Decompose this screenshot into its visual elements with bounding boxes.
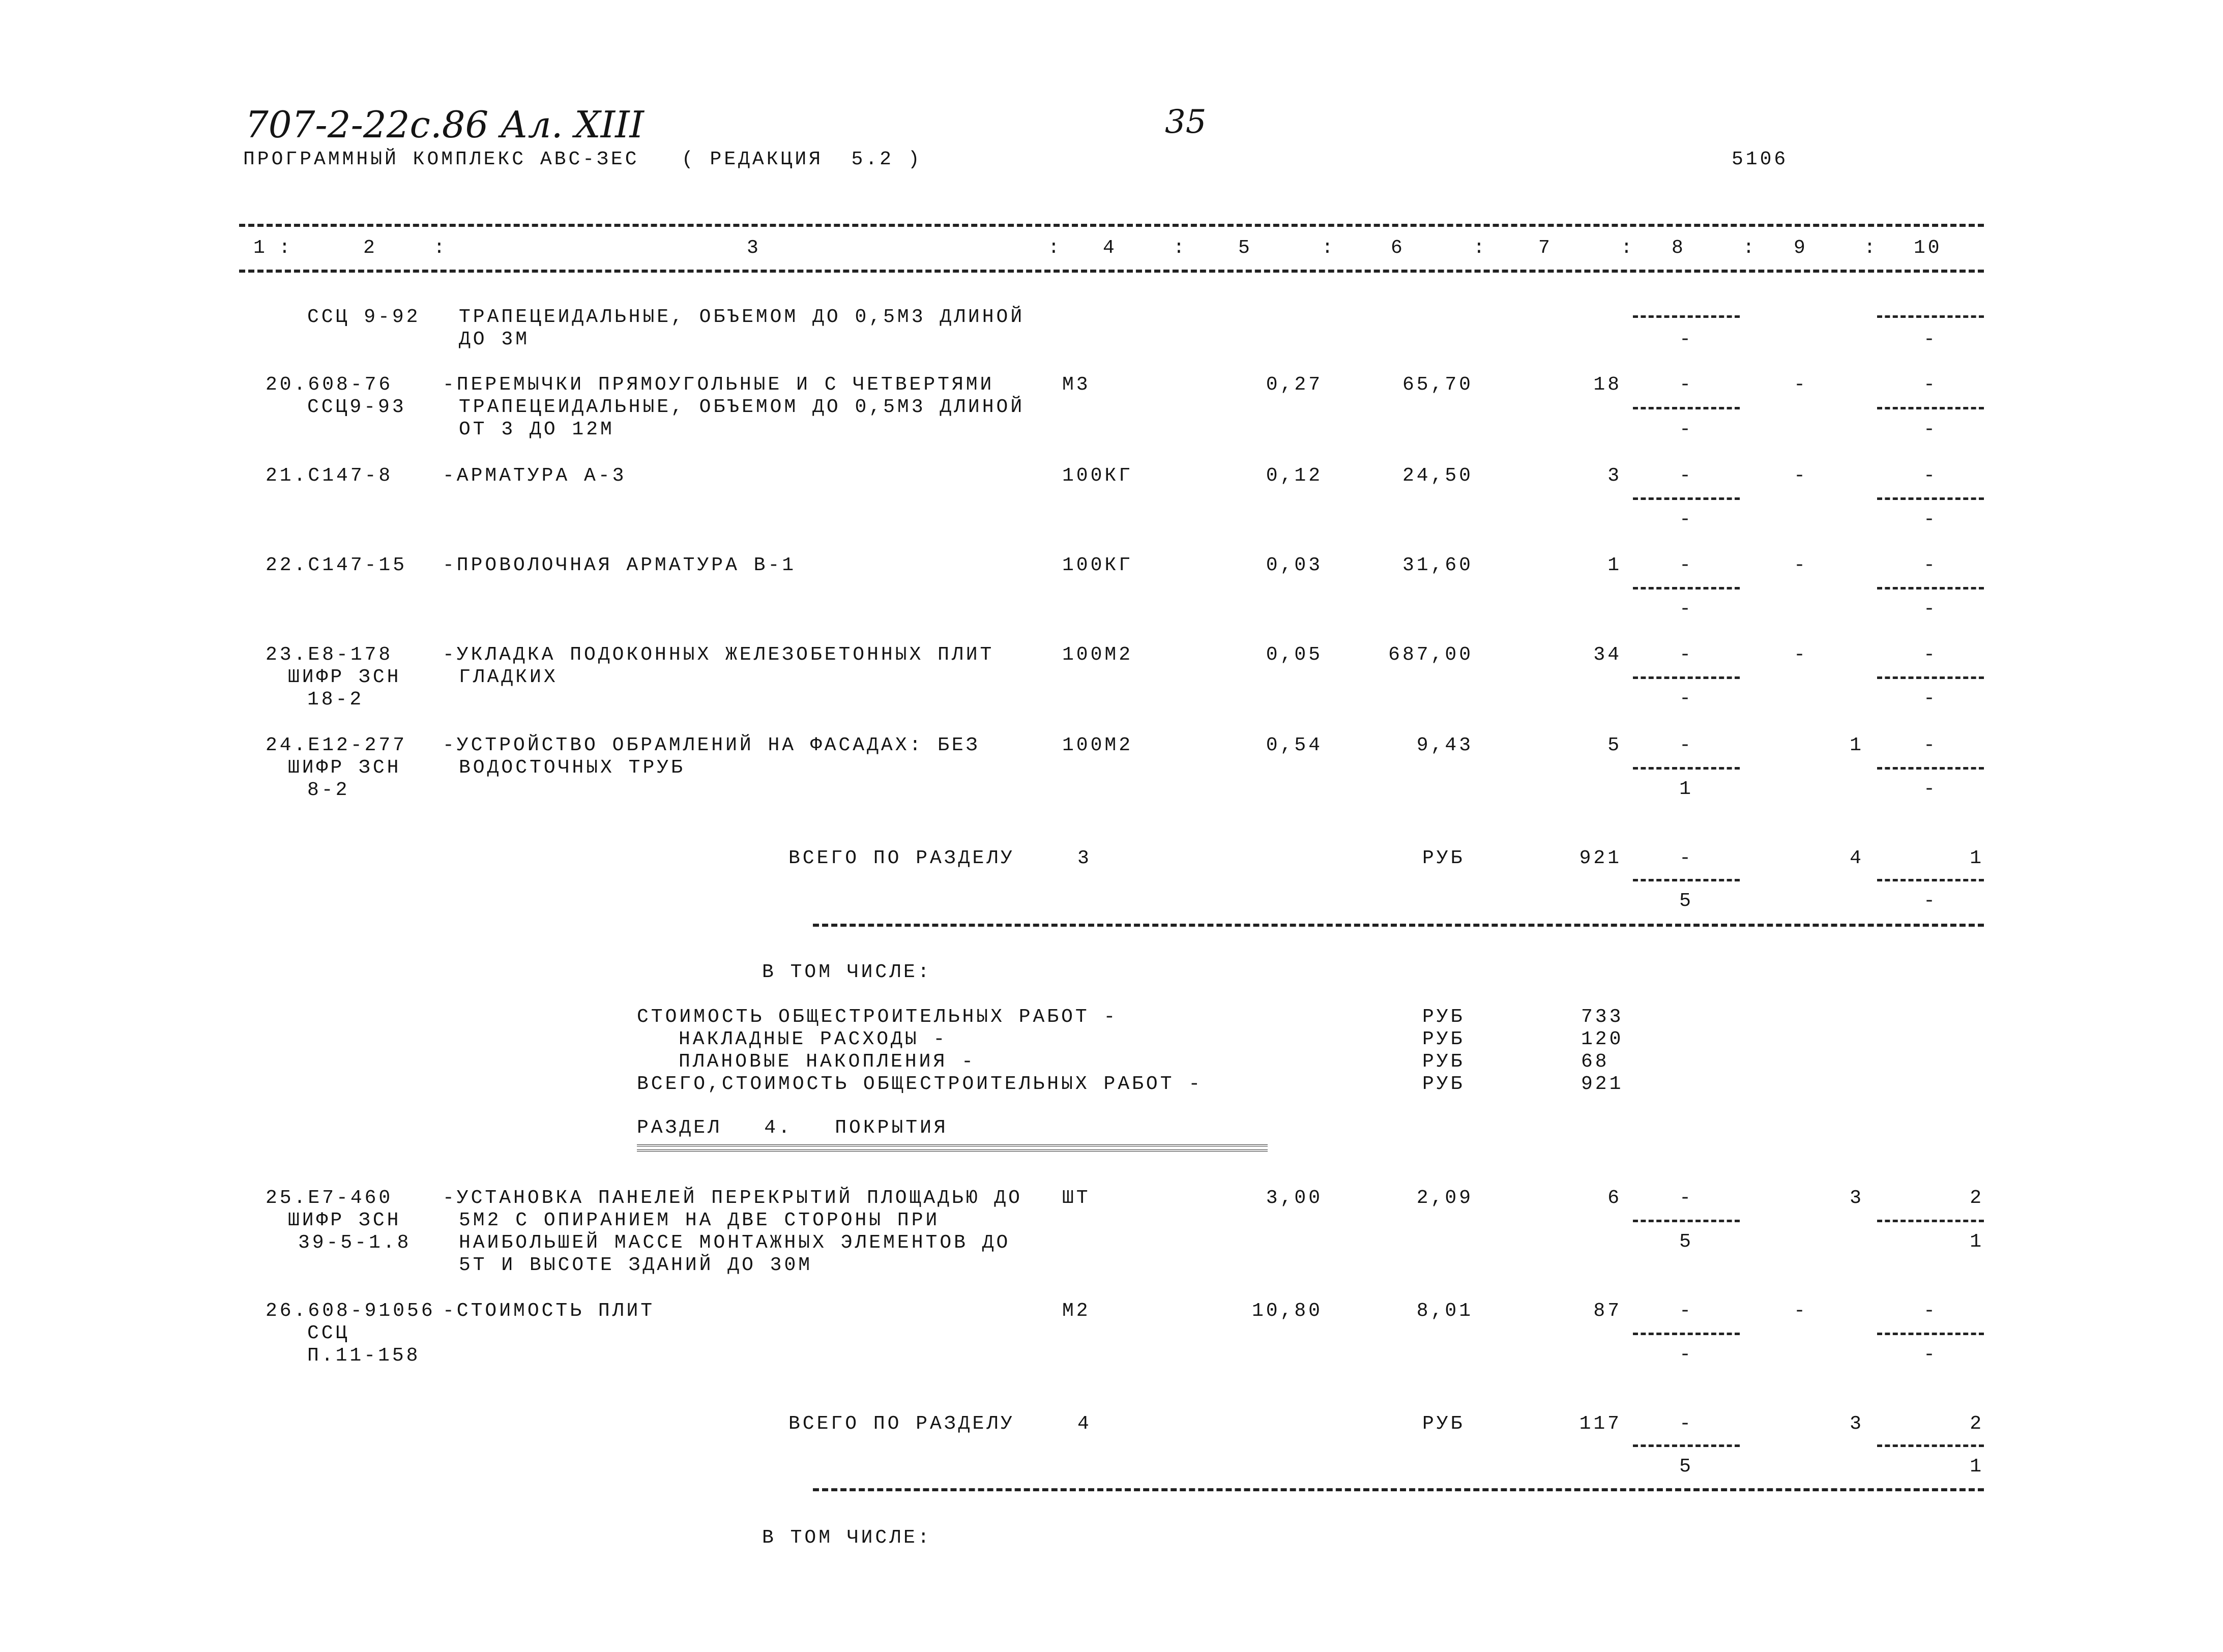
row-description: -УСТАНОВКА ПАНЕЛЕЙ ПЕРЕКРЫТИЙ ПЛОЩАДЬЮ ДО	[443, 1187, 1022, 1209]
column-header-6: 6	[1391, 237, 1405, 259]
column-header-10: 10	[1914, 237, 1942, 259]
section-col8-bottom: 5	[1679, 1456, 1693, 1478]
column-separator: :	[1621, 237, 1635, 259]
section-col8-top: -	[1679, 847, 1693, 869]
fraction-rule	[1877, 315, 1984, 318]
fraction-rule	[1877, 1220, 1984, 1222]
row-description: ГЛАДКИХ	[459, 666, 558, 688]
row-code: ШИФР ЗСН	[288, 1210, 401, 1231]
row-code: 25.Е7-460	[266, 1187, 393, 1209]
including-label: В ТОМ ЧИСЛЕ:	[762, 961, 932, 983]
row-description: 5М2 С ОПИРАНИЕМ НА ДВЕ СТОРОНЫ ПРИ	[459, 1210, 940, 1231]
row-code: ССЦ 9-92	[307, 306, 421, 328]
row-unit: М3	[1062, 374, 1091, 396]
row-code: 39-5-1.8	[298, 1232, 412, 1254]
section-end-rule	[813, 924, 1984, 927]
row-unit-price: 24,50	[1402, 465, 1473, 487]
section-col8-bottom: 5	[1679, 890, 1693, 912]
section-col10-bottom: 1	[1970, 1456, 1984, 1478]
row-col8-top: -	[1679, 1300, 1693, 1322]
row-code: П.11-158	[307, 1345, 421, 1367]
column-separator: :	[1322, 237, 1336, 259]
row-col10-top: 2	[1970, 1187, 1984, 1209]
row-col8-bottom: -	[1679, 1344, 1693, 1366]
row-col8-top: -	[1679, 554, 1693, 576]
section-col10-top: 2	[1970, 1413, 1984, 1435]
row-description: -ПРОВОЛОЧНАЯ АРМАТУРА В-1	[443, 554, 797, 576]
fraction-rule	[1877, 407, 1984, 409]
row-unit: 100М2	[1062, 644, 1133, 666]
row-col10-top: -	[1923, 734, 1938, 756]
row-col10-top: -	[1923, 554, 1938, 576]
breakdown-label: НАКЛАДНЫЕ РАСХОДЫ -	[679, 1028, 948, 1050]
section-col10-bottom: -	[1923, 890, 1938, 912]
section-total-label: ВСЕГО ПО РАЗДЕЛУ	[788, 847, 1015, 869]
fraction-rule	[1633, 1220, 1740, 1222]
row-total: 1	[1607, 554, 1622, 576]
row-code: ШИФР ЗСН	[288, 757, 401, 779]
row-description: ВОДОСТОЧНЫХ ТРУБ	[459, 757, 685, 779]
section-col9: 3	[1850, 1413, 1864, 1435]
fraction-rule	[1877, 497, 1984, 500]
row-total: 34	[1593, 644, 1622, 666]
row-col10-bottom: 1	[1970, 1231, 1984, 1253]
fraction-rule	[1633, 767, 1740, 770]
fraction-rule	[1633, 587, 1740, 589]
section-total-unit: РУБ	[1422, 1413, 1465, 1435]
row-code: 26.608-91056	[266, 1300, 435, 1322]
breakdown-unit: РУБ	[1422, 1073, 1465, 1095]
fraction-rule	[1633, 676, 1740, 679]
row-col10-bottom: -	[1923, 329, 1938, 350]
document-code: 5106	[1732, 149, 1789, 170]
row-description: ТРАПЕЦЕИДАЛЬНЫЕ, ОБЪЕМОМ ДО 0,5М3 ДЛИНОЙ	[459, 306, 1025, 328]
row-unit: М2	[1062, 1300, 1091, 1322]
row-quantity: 0,54	[1266, 734, 1323, 756]
row-code: 20.608-76	[266, 374, 393, 396]
column-separator: :	[1173, 237, 1187, 259]
row-col8-bottom: 5	[1679, 1231, 1693, 1253]
row-col8-bottom: -	[1679, 329, 1693, 350]
row-description: ОТ 3 ДО 12М	[459, 419, 615, 440]
breakdown-value: 68	[1581, 1051, 1610, 1073]
row-description: -АРМАТУРА А-3	[443, 465, 627, 487]
row-unit: ШТ	[1062, 1187, 1091, 1209]
row-code: 24.Е12-277	[266, 734, 407, 756]
section-col8-top: -	[1679, 1413, 1693, 1435]
column-header-2: 2	[363, 237, 377, 259]
section-total-unit: РУБ	[1422, 847, 1465, 869]
table-top-rule	[239, 224, 1984, 227]
row-col10-top: -	[1923, 1300, 1938, 1322]
row-description: 5Т И ВЫСОТЕ ЗДАНИЙ ДО 30М	[459, 1254, 813, 1276]
row-col9: 1	[1850, 734, 1864, 756]
row-code: 8-2	[307, 779, 350, 801]
row-unit-price: 31,60	[1402, 554, 1473, 576]
breakdown-value: 733	[1581, 1006, 1624, 1028]
row-col8-bottom: -	[1679, 598, 1693, 620]
section-heading-underline	[637, 1144, 1268, 1152]
row-col8-top: -	[1679, 734, 1693, 756]
section-total-label: ВСЕГО ПО РАЗДЕЛУ	[788, 1413, 1015, 1435]
row-quantity: 0,05	[1266, 644, 1323, 666]
column-separator: :	[279, 237, 293, 259]
row-description: ДО 3М	[459, 329, 530, 350]
section-heading: РАЗДЕЛ 4. ПОКРЫТИЯ	[637, 1117, 948, 1139]
row-unit-price: 2,09	[1416, 1187, 1473, 1209]
row-total: 18	[1593, 374, 1622, 396]
row-quantity: 0,03	[1266, 554, 1323, 576]
section-end-rule	[813, 1488, 1984, 1491]
row-code: 23.Е8-178	[266, 644, 393, 666]
header-bottom-rule	[239, 270, 1984, 273]
fraction-rule	[1877, 1333, 1984, 1335]
row-unit-price: 8,01	[1416, 1300, 1473, 1322]
section-number: 3	[1077, 847, 1092, 869]
breakdown-unit: РУБ	[1422, 1006, 1465, 1028]
column-separator: :	[1473, 237, 1487, 259]
row-col8-bottom: 1	[1679, 778, 1693, 800]
row-code: 18-2	[307, 689, 364, 711]
fraction-rule	[1877, 879, 1984, 881]
row-unit-price: 9,43	[1416, 734, 1473, 756]
section-col9: 4	[1850, 847, 1864, 869]
row-col8-top: -	[1679, 1187, 1693, 1209]
fraction-rule	[1633, 1333, 1740, 1335]
section-total-value: 921	[1579, 847, 1622, 869]
fraction-rule	[1633, 1444, 1740, 1447]
row-description: -УСТРОЙСТВО ОБРАМЛЕНИЙ НА ФАСАДАХ: БЕЗ	[443, 734, 980, 756]
row-col10-bottom: -	[1923, 778, 1938, 800]
row-col10-top: -	[1923, 644, 1938, 666]
row-description: -УКЛАДКА ПОДОКОННЫХ ЖЕЛЕЗОБЕТОННЫХ ПЛИТ	[443, 644, 994, 666]
row-total: 87	[1593, 1300, 1622, 1322]
fraction-rule	[1877, 587, 1984, 589]
row-description: НАИБОЛЬШЕЙ МАССЕ МОНТАЖНЫХ ЭЛЕМЕНТОВ ДО	[459, 1232, 1011, 1254]
column-header-7: 7	[1538, 237, 1553, 259]
breakdown-unit: РУБ	[1422, 1028, 1465, 1050]
row-code: 22.С147-15	[266, 554, 407, 576]
fraction-rule	[1633, 879, 1740, 881]
row-quantity: 10,80	[1251, 1300, 1323, 1322]
row-col10-bottom: -	[1923, 598, 1938, 620]
section-col10-top: 1	[1970, 847, 1984, 869]
row-col9: -	[1794, 465, 1808, 487]
row-quantity: 0,27	[1266, 374, 1323, 396]
row-description: ТРАПЕЦЕИДАЛЬНЫЕ, ОБЪЕМОМ ДО 0,5М3 ДЛИНОЙ	[459, 396, 1025, 418]
column-header-4: 4	[1103, 237, 1117, 259]
column-separator: :	[433, 237, 448, 259]
row-unit-price: 687,00	[1388, 644, 1473, 666]
column-header-1: 1	[253, 237, 268, 259]
row-description: -ПЕРЕМЫЧКИ ПРЯМОУГОЛЬНЫЕ И С ЧЕТВЕРТЯМИ	[443, 374, 994, 396]
breakdown-label: ПЛАНОВЫЕ НАКОПЛЕНИЯ -	[679, 1051, 976, 1073]
fraction-rule	[1633, 407, 1740, 409]
page-number: 35	[1165, 103, 1207, 141]
row-col10-bottom: -	[1923, 688, 1938, 710]
row-col9: 3	[1850, 1187, 1864, 1209]
row-col9: -	[1794, 644, 1808, 666]
row-unit-price: 65,70	[1402, 374, 1473, 396]
row-col9: -	[1794, 554, 1808, 576]
column-separator: :	[1743, 237, 1757, 259]
breakdown-value: 120	[1581, 1028, 1624, 1050]
row-code: ССЦ	[307, 1322, 350, 1344]
section-total-value: 117	[1579, 1413, 1622, 1435]
row-col8-bottom: -	[1679, 509, 1693, 530]
row-unit: 100М2	[1062, 734, 1133, 756]
fraction-rule	[1633, 315, 1740, 318]
column-header-5: 5	[1238, 237, 1252, 259]
row-col10-bottom: -	[1923, 1344, 1938, 1366]
column-header-8: 8	[1672, 237, 1686, 259]
row-total: 5	[1607, 734, 1622, 756]
column-header-3: 3	[747, 237, 761, 259]
row-total: 3	[1607, 465, 1622, 487]
row-col10-bottom: -	[1923, 419, 1938, 440]
row-quantity: 0,12	[1266, 465, 1323, 487]
row-col9: -	[1794, 374, 1808, 396]
row-code: ШИФР ЗСН	[288, 666, 401, 688]
row-col10-top: -	[1923, 465, 1938, 487]
row-col8-top: -	[1679, 644, 1693, 666]
breakdown-label: СТОИМОСТЬ ОБЩЕСТРОИТЕЛЬНЫХ РАБОТ -	[637, 1006, 1118, 1028]
fraction-rule	[1633, 497, 1740, 500]
row-code: ССЦ9-93	[307, 396, 406, 418]
column-separator: :	[1048, 237, 1062, 259]
column-separator: :	[1864, 237, 1878, 259]
row-code: 21.С147-8	[266, 465, 393, 487]
fraction-rule	[1877, 767, 1984, 770]
row-col8-top: -	[1679, 374, 1693, 396]
section-number: 4	[1077, 1413, 1092, 1435]
row-col8-top: -	[1679, 465, 1693, 487]
breakdown-label: ВСЕГО,СТОИМОСТЬ ОБЩЕСТРОИТЕЛЬНЫХ РАБОТ -	[637, 1073, 1203, 1095]
fraction-rule	[1877, 676, 1984, 679]
row-unit: 100КГ	[1062, 465, 1133, 487]
handwritten-project-code: 707-2-22с.86 Ал. XIII	[245, 103, 644, 146]
program-title: ПРОГРАММНЫЙ КОМПЛЕКС АВС-ЗЕС ( РЕДАКЦИЯ 5.2 )	[243, 149, 922, 170]
row-quantity: 3,00	[1266, 1187, 1323, 1209]
row-col10-top: -	[1923, 374, 1938, 396]
row-description: -СТОИМОСТЬ ПЛИТ	[443, 1300, 655, 1322]
fraction-rule	[1877, 1444, 1984, 1447]
row-unit: 100КГ	[1062, 554, 1133, 576]
including-label: В ТОМ ЧИСЛЕ:	[762, 1527, 932, 1549]
row-col8-bottom: -	[1679, 419, 1693, 440]
column-header-9: 9	[1794, 237, 1808, 259]
breakdown-unit: РУБ	[1422, 1051, 1465, 1073]
row-col8-bottom: -	[1679, 688, 1693, 710]
row-col10-bottom: -	[1923, 509, 1938, 530]
row-total: 6	[1607, 1187, 1622, 1209]
row-col9: -	[1794, 1300, 1808, 1322]
breakdown-value: 921	[1581, 1073, 1624, 1095]
